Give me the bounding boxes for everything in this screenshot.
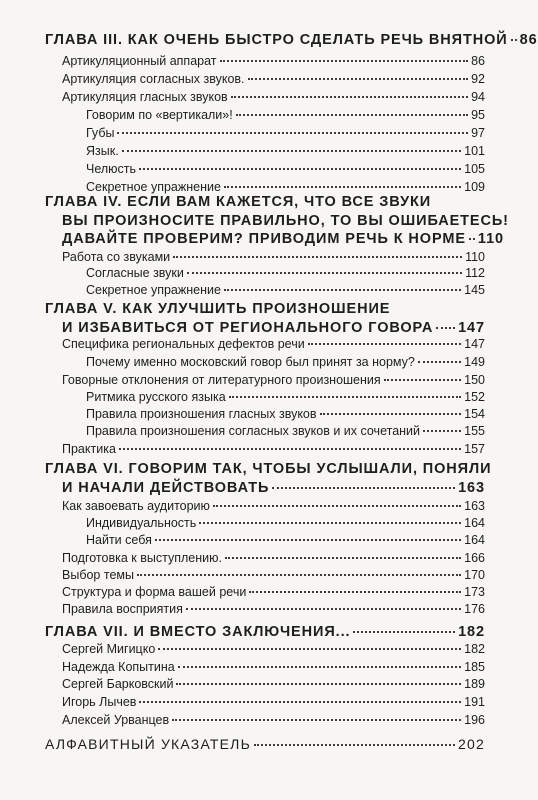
page-number: 164 [464, 516, 485, 530]
chapter-title: И ИЗБАВИТЬСЯ ОТ РЕГИОНАЛЬНОГО ГОВОРА [62, 320, 434, 336]
entry-title: Ритмика русского языка [86, 390, 226, 404]
toc-entry[interactable] [62, 602, 485, 616]
toc-entry[interactable] [62, 442, 485, 456]
chapter-5-heading-line-1: ГЛАВА V. КАК УЛУЧШИТЬ ПРОИЗНОШЕНИЕ [45, 301, 391, 317]
dot-leader [469, 238, 475, 240]
chapter-title: ГЛАВА III. КАК ОЧЕНЬ БЫСТРО СДЕЛАТЬ РЕЧЬ ВНЯТНОЙ [45, 32, 508, 48]
dot-leader [213, 505, 461, 507]
entry-title: Секретное упражнение [86, 283, 221, 297]
page-number: 191 [464, 695, 485, 709]
entry-title: Как завоевать аудиторию [62, 499, 210, 513]
chapter-4-heading[interactable] [62, 231, 504, 247]
page-number: 95 [471, 108, 485, 122]
entry-title: Говорим по «вертикали»! [86, 108, 233, 122]
entry-title: Выбор темы [62, 568, 134, 582]
page-number: 155 [464, 424, 485, 438]
dot-leader [158, 648, 461, 650]
toc-entry[interactable] [62, 713, 485, 727]
page-number: 163 [464, 499, 485, 513]
dot-leader [225, 557, 461, 559]
toc-subentry[interactable] [86, 355, 485, 369]
page-number: 94 [471, 90, 485, 104]
entry-title: Сергей Барковский [62, 677, 174, 691]
toc-subentry[interactable] [86, 390, 485, 404]
page-number: 105 [464, 162, 485, 176]
toc-subentry[interactable] [86, 180, 485, 194]
dot-leader [119, 448, 461, 450]
page-number: 150 [464, 373, 485, 387]
page-number: 176 [464, 602, 485, 616]
page-number: 145 [464, 283, 485, 297]
entry-title: Алексей Урванцев [62, 713, 170, 727]
dot-leader [236, 114, 468, 116]
toc-subentry[interactable] [86, 126, 485, 140]
toc-entry[interactable] [62, 72, 485, 86]
dot-leader [224, 289, 461, 291]
page-number: 101 [464, 144, 485, 158]
dot-leader [418, 361, 461, 363]
dot-leader [172, 719, 461, 721]
dot-leader [220, 60, 469, 62]
entry-title: Подготовка к выступлению. [62, 551, 222, 565]
dot-leader [436, 327, 455, 329]
toc-subentry[interactable] [86, 266, 485, 280]
entry-title: Сергей Мигицко [62, 642, 156, 656]
dot-leader [229, 396, 461, 398]
page-number: 147 [458, 320, 485, 336]
entry-title: Индивидуальность [86, 516, 197, 530]
page-number: 97 [471, 126, 485, 140]
dot-leader [423, 430, 461, 432]
entry-title: Найти себя [86, 533, 152, 547]
page-number: 202 [458, 736, 485, 752]
entry-title: Челюсть [86, 162, 137, 176]
dot-leader [254, 744, 455, 746]
chapter-6-heading[interactable] [62, 480, 485, 496]
dot-leader [139, 701, 461, 703]
dot-leader [199, 522, 461, 524]
dot-leader [137, 574, 461, 576]
chapter-3-heading[interactable] [45, 32, 538, 48]
entry-title: Язык. [86, 144, 119, 158]
page-number: 185 [464, 660, 485, 674]
entry-title: Секретное упражнение [86, 180, 221, 194]
page-number: 154 [464, 407, 485, 421]
dot-leader [178, 666, 461, 668]
dot-leader [173, 256, 462, 258]
page-number: 92 [471, 72, 485, 86]
page-number: 189 [464, 677, 485, 691]
page-number: 157 [464, 442, 485, 456]
entry-title: Губы [86, 126, 115, 140]
page-number: 149 [464, 355, 485, 369]
dot-leader [187, 272, 462, 274]
toc-entry[interactable] [62, 642, 485, 656]
dot-leader [384, 379, 461, 381]
page-number: 163 [458, 480, 485, 496]
entry-title: Работа со звуками [62, 250, 171, 264]
dot-leader [231, 96, 468, 98]
toc-subentry[interactable] [86, 533, 485, 547]
toc-subentry[interactable] [86, 144, 485, 158]
dot-leader [155, 539, 461, 541]
toc-entry[interactable] [62, 90, 485, 104]
entry-title: Говорные отклонения от литературного произношения [62, 373, 381, 387]
dot-leader [176, 683, 461, 685]
toc-subentry[interactable] [86, 283, 485, 297]
page-number: 110 [477, 231, 504, 247]
chapter-4-heading-line-1: ГЛАВА IV. ЕСЛИ ВАМ КАЖЕТСЯ, ЧТО ВСЕ ЗВУКИ [45, 194, 432, 210]
toc-entry[interactable] [62, 54, 485, 68]
page-number: 147 [464, 337, 485, 351]
dot-leader [308, 343, 461, 345]
page-number: 182 [464, 642, 485, 656]
toc-entry[interactable] [62, 695, 485, 709]
dot-leader [320, 413, 462, 415]
entry-title: Правила восприятия [62, 602, 183, 616]
entry-title: Практика [62, 442, 116, 456]
toc-subentry[interactable] [86, 516, 485, 530]
toc-entry[interactable] [62, 551, 485, 565]
chapter-title: ГЛАВА VII. И ВМЕСТО ЗАКЛЮЧЕНИЯ... [45, 624, 351, 640]
entry-title: Согласные звуки [86, 266, 184, 280]
dot-leader [248, 78, 469, 80]
chapter-title: И НАЧАЛИ ДЕЙСТВОВАТЬ [62, 480, 270, 496]
chapter-6-heading-line-1: ГЛАВА VI. ГОВОРИМ ТАК, ЧТОБЫ УСЛЫШАЛИ, ПОНЯЛИ [45, 461, 492, 477]
page-number: 196 [464, 713, 485, 727]
dot-leader [186, 608, 461, 610]
page-number: 86 [519, 32, 538, 48]
page-number: 110 [465, 250, 485, 264]
toc-entry[interactable] [62, 250, 485, 264]
dot-leader [249, 591, 461, 593]
toc-entry[interactable] [62, 499, 485, 513]
entry-title: Структура и форма вашей речи [62, 585, 247, 599]
dot-leader [272, 487, 455, 489]
page-number: 109 [464, 180, 485, 194]
toc-entry[interactable] [62, 677, 485, 691]
index-heading[interactable] [45, 736, 485, 752]
page-number: 173 [464, 585, 485, 599]
entry-title: Артикуляция гласных звуков [62, 90, 228, 104]
entry-title: Надежда Копытина [62, 660, 175, 674]
dot-leader [139, 168, 461, 170]
index-title: АЛФАВИТНЫЙ УКАЗАТЕЛЬ [45, 736, 251, 752]
toc-subentry[interactable] [86, 407, 485, 421]
toc-entry[interactable] [62, 660, 485, 674]
page-number: 86 [471, 54, 485, 68]
toc-entry[interactable] [62, 568, 485, 582]
chapter-5-heading[interactable] [62, 320, 485, 336]
toc-subentry[interactable] [86, 108, 485, 122]
entry-title: Правила произношения согласных звуков и их сочетаний [86, 424, 421, 438]
chapter-4-heading-line-2: ВЫ ПРОИЗНОСИТЕ ПРАВИЛЬНО, ТО ВЫ ОШИБАЕТЕСЬ! [62, 213, 509, 229]
page-number: 170 [464, 568, 485, 582]
page-number: 164 [464, 533, 485, 547]
entry-title: Игорь Лычев [62, 695, 137, 709]
page-number: 152 [464, 390, 485, 404]
entry-title: Артикуляционный аппарат [62, 54, 217, 68]
toc-entry[interactable] [62, 585, 485, 599]
dot-leader [353, 631, 455, 633]
dot-leader [224, 186, 461, 188]
toc-subentry[interactable] [86, 162, 485, 176]
dot-leader [511, 39, 517, 41]
entry-title: Специфика региональных дефектов речи [62, 337, 305, 351]
page-number: 112 [465, 266, 485, 280]
chapter-7-heading[interactable] [45, 624, 485, 640]
chapter-title: ДАВАЙТЕ ПРОВЕРИМ? ПРИВОДИМ РЕЧЬ К НОРМЕ [62, 231, 466, 247]
toc-entry[interactable] [62, 373, 485, 387]
entry-title: Правила произношения гласных звуков [86, 407, 317, 421]
dot-leader [117, 132, 468, 134]
entry-title: Почему именно московский говор был принят за норму? [86, 355, 415, 369]
toc-entry[interactable] [62, 337, 485, 351]
page-number: 166 [464, 551, 485, 565]
dot-leader [122, 150, 461, 152]
entry-title: Артикуляция согласных звуков. [62, 72, 245, 86]
page-number: 182 [458, 624, 485, 640]
toc-subentry[interactable] [86, 424, 485, 438]
